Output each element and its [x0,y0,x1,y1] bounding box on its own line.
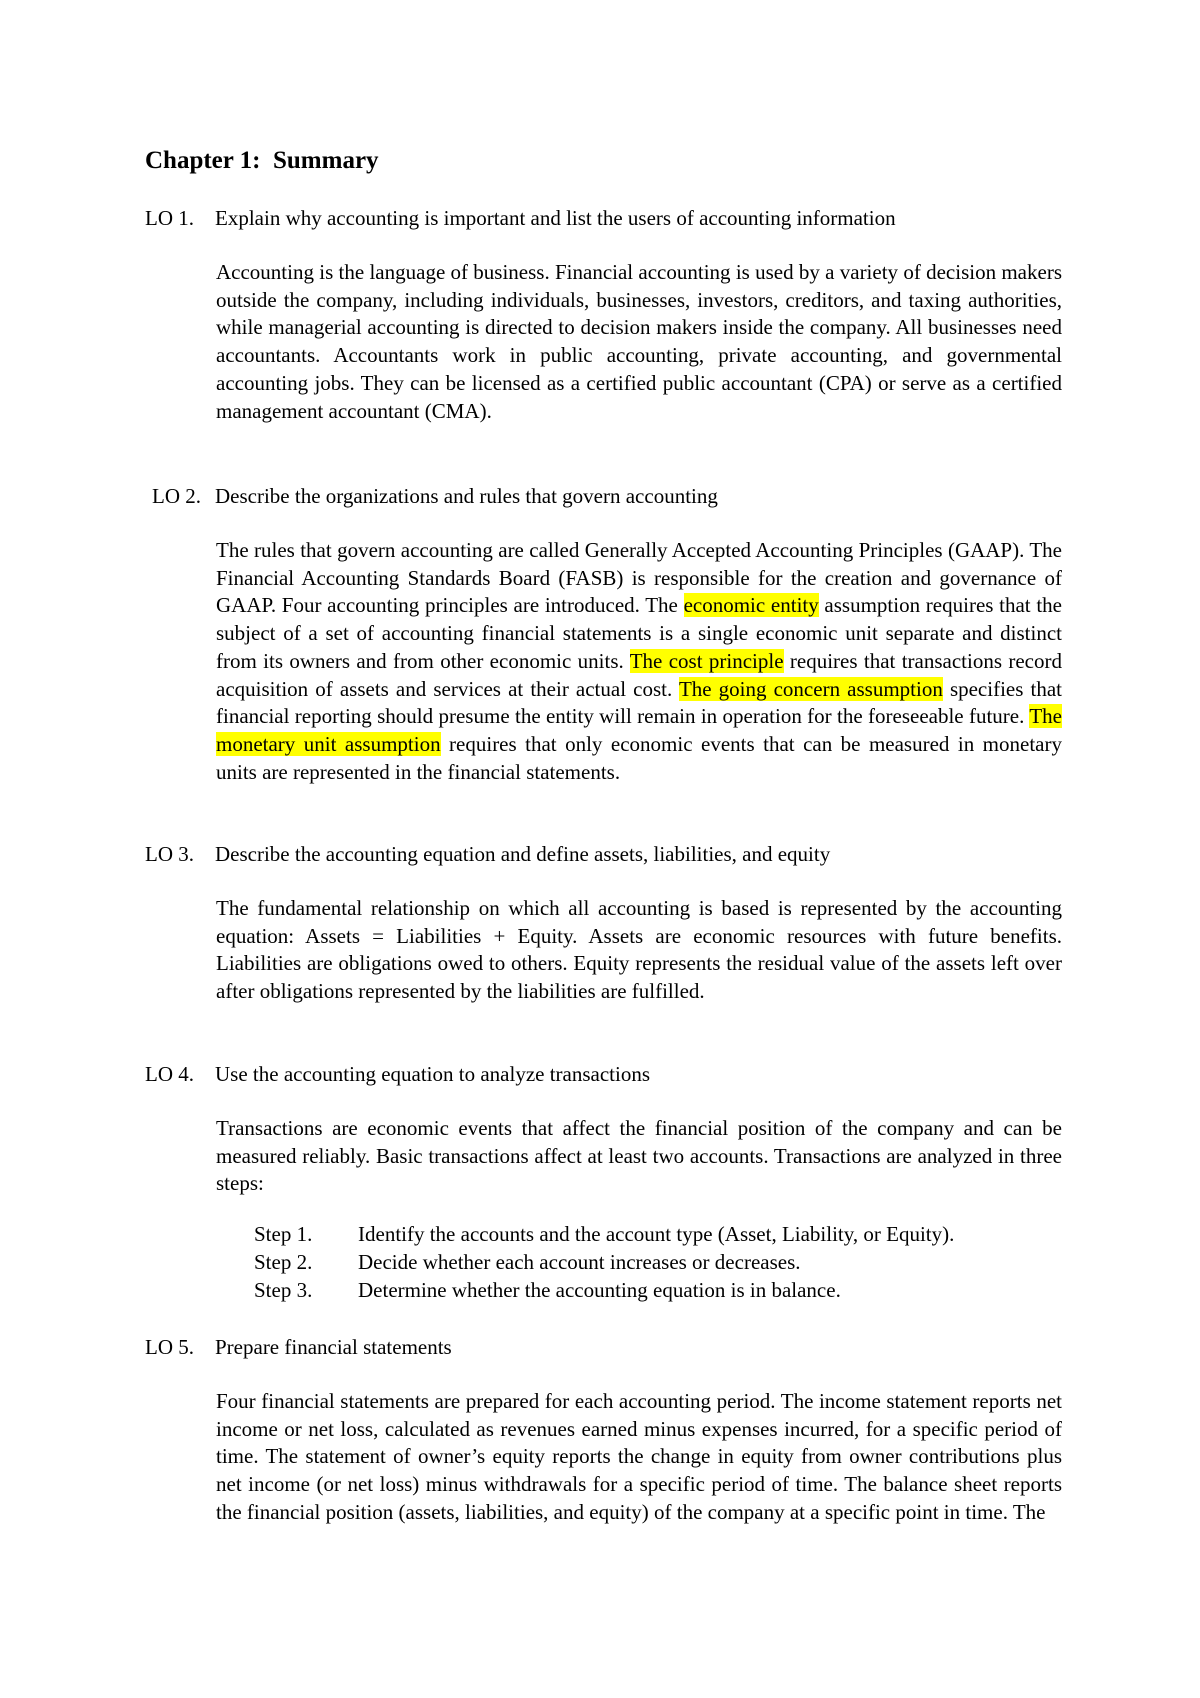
lo3-heading [145,840,830,868]
step-label: Step 1. [254,1222,313,1246]
lo1-body: Accounting is the language of business. Financial accounting is used by a variety of decision makers outside the company, including individuals, businesses, investors, creditors, and taxing authorities, while managerial accounting is directed to decision makers inside the company. All businesses need accountants. Accountants work in public accounting, private accounting, and governmental accounting jobs. They can be licensed as a certified public accountant (CPA) or serve as a certified management accountant (CMA). [216,260,1062,423]
lo4-body: Transactions are economic events that affect the financial position of the company and can be measured reliably. Basic transactions affect at least two accounts. Transactions are analyzed in three steps: [216,1116,1062,1196]
lo2-title: Describe the organizations and rules that govern accounting [215,484,718,508]
lo1-title: Explain why accounting is important and list the users of accounting information [215,206,896,230]
lo2-body [216,537,1062,786]
step-text: Determine whether the accounting equation is in balance. [358,1278,841,1302]
step-text: Identify the accounts and the account type (Asset, Liability, or Equity). [358,1222,955,1246]
lo2-body-text-4: specifies that financial reporting should presume the entity will remain in operation for the foreseeable future. [216,676,1062,729]
lo2-body-text-2: assumption requires that the subject of a set of accounting financial statements is a single economic unit separate and distinct from its owners and from other economic units. [216,593,1062,673]
lo5-heading [145,1333,452,1361]
lo1-number: LO 1. [145,206,194,230]
lo5-title: Prepare financial statements [215,1335,452,1359]
step-label: Step 3. [254,1278,313,1302]
lo5-body: Four financial statements are prepared for each accounting period. The income statement reports net income or net loss, calculated as revenues earned minus expenses incurred, for a specific period of time. The statement of owner’s equity reports the change in equity from owner contributions plus net income (or net loss) minus withdrawals for a specific period of time. The balance sheet reports the financial position (assets, liabilities, and equity) of the company at a specific point in time. The [216,1389,1062,1524]
lo2-number: LO 2. [152,484,201,508]
lo3-title: Describe the accounting equation and define assets, liabilities, and equity [215,842,831,866]
highlight-cost-principle: The cost principle [629,648,784,673]
chapter-title: Chapter 1: Summary [145,147,379,174]
lo2-body-text-1: The rules that govern accounting are called Generally Accepted Accounting Principles (GAAP). The Financial Accounting Standards Board (FASB) is responsible for the creation and governance of GAAP. Four accounting principles are introduced. The [216,538,1062,618]
lo4-heading [145,1060,650,1088]
step-text: Decide whether each account increases or decreases. [358,1250,801,1274]
lo4-title: Use the accounting equation to analyze transactions [215,1062,651,1086]
lo1-heading [145,204,896,232]
step-item [254,1248,954,1276]
lo5-number: LO 5. [145,1335,194,1359]
lo4-number: LO 4. [145,1062,194,1086]
highlight-monetary-unit: The monetary unit assumption [216,704,1062,756]
step-label: Step 2. [254,1250,313,1274]
transaction-steps-list [254,1220,954,1304]
lo2-body-text-5: requires that only economic events that can be measured in monetary units are represented in the financial statements. [216,731,1062,784]
lo2-body-text-3: requires that transactions record acquisition of assets and services at their actual cost. [216,648,1062,701]
lo2-heading [152,482,718,510]
lo3-body: The fundamental relationship on which all accounting is based is represented by the accounting equation: Assets = Liabilities + Equity. Assets are economic resources with future benefits. Liabilities are obligations owed to others. Equity represents the residual value of the assets left over after obligations represented by the liabilities are fulfilled. [216,896,1062,1004]
lo3-number: LO 3. [145,842,194,866]
highlight-economic-entity: economic entity [683,593,819,618]
step-item [254,1220,954,1248]
step-item [254,1276,954,1304]
highlight-going-concern: The going concern assumption [678,676,943,701]
